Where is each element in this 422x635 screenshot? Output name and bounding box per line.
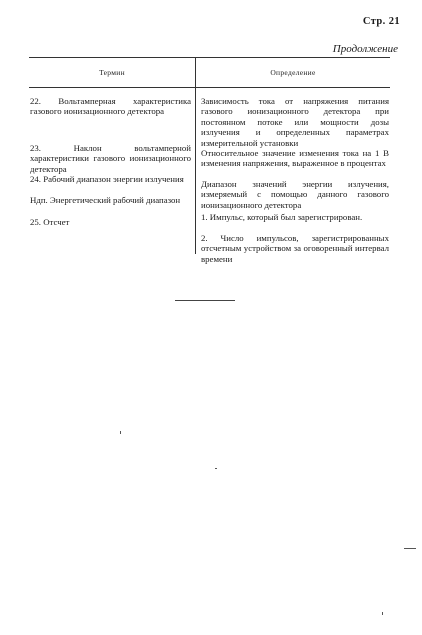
end-rule (175, 300, 235, 301)
term-23: 23. Наклон вольтамперной характеристики газового ионизационного детектора (30, 143, 191, 174)
definition-22: Зависимость тока от напряжения питания газового ионизационного детектора при постоянном потоке или мощности дозы излучения и определенных параметрах измерительной установки (201, 96, 389, 148)
scan-speck (382, 612, 383, 615)
term-24-note: Ндп. Энергетический рабочий диапазон (30, 195, 181, 205)
column-separator (195, 57, 196, 254)
continuation-label: Продолжение (332, 43, 398, 55)
definition-25-item-2: 2. Число импульсов, зарегистрированных отсчетным устройством за оговоренный интервал времени (201, 233, 389, 264)
scan-speck (120, 431, 121, 434)
column-header-definition: Определение (270, 68, 316, 77)
page-number: Стр. 21 (362, 16, 400, 27)
scan-speck (404, 548, 416, 549)
table-header-rule (29, 87, 390, 88)
definition-23: Относительное значение изменения тока на 1 В изменения напряжения, выраженное в процентах (201, 148, 389, 169)
scan-speck (215, 468, 217, 469)
term-24: 24. Рабочий диапазон энергии излучения (30, 174, 184, 184)
column-header-term: Термин (99, 68, 125, 77)
definition-25-item-1: 1. Импульс, который был зарегистрирован. (201, 212, 363, 222)
definition-24: Диапазон значений энергии излучения, измеряемый с помощью данного газового ионизационного детектора (201, 179, 389, 210)
table-top-rule (29, 57, 390, 58)
term-22: 22. Вольтамперная характеристика газового ионизационного детектора (30, 96, 191, 117)
term-25: 25. Отсчет (30, 217, 70, 227)
